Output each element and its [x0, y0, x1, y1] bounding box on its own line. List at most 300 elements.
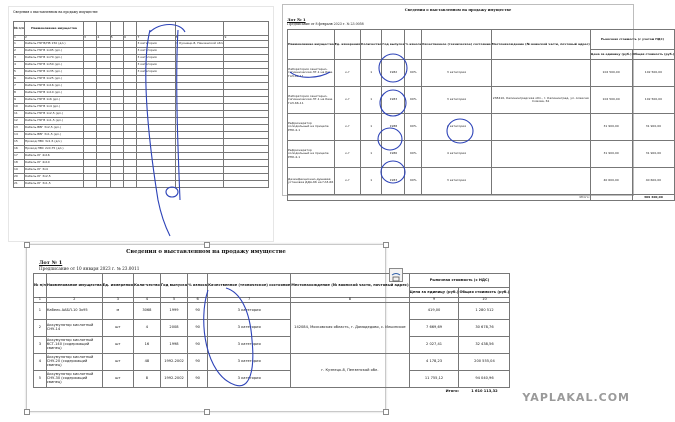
resize-handle[interactable]: [24, 242, 30, 248]
tl-cell: [124, 104, 137, 111]
tl-cell: [224, 167, 269, 174]
tl-cell: [124, 48, 137, 55]
tl-cell: [110, 181, 123, 188]
tl-row-cond: [137, 111, 175, 118]
tl-cell: [110, 83, 123, 90]
tr-row: [288, 87, 675, 114]
tl-cell: [84, 118, 97, 125]
tl-cell: [124, 118, 137, 125]
tl-row-num: 9: [14, 97, 25, 104]
bot-table: [33, 273, 510, 396]
tl-cell: [124, 139, 137, 146]
tr-price-total-header: Общая стоимость (руб.): [632, 50, 675, 60]
tl-row: [14, 48, 269, 55]
tr-cell-qty: 1: [361, 168, 382, 195]
tl-cell: [110, 55, 123, 62]
tl-row-name: Кабель ПУГВ 1х4 (дл.): [24, 104, 83, 111]
tl-row-cond: [137, 153, 175, 160]
tl-cell: [84, 153, 97, 160]
bot-cell-pt: 32 438,56: [459, 337, 510, 354]
tr-cell-loc: [491, 168, 590, 195]
tl-row-loc: [175, 62, 224, 69]
bot-colnum: 10: [459, 298, 510, 303]
bot-cell-unit: шт: [102, 354, 133, 371]
tl-cell: [84, 125, 97, 132]
tr-title: Сведения о выставленном на продажу имуществе: [404, 8, 512, 12]
tl-cell: [84, 48, 97, 55]
tr-cell-unit: к-т: [334, 87, 360, 114]
bot-num-header: № п/п: [34, 274, 47, 298]
tl-cell: [224, 104, 269, 111]
tl-row: [14, 41, 269, 48]
bot-lot: Лот № 1: [39, 260, 63, 266]
tr-cell-unit: к-т: [334, 114, 360, 141]
tl-row-loc: [175, 125, 224, 132]
bot-pu-header: Цена за единицу (руб.): [409, 288, 459, 298]
tl-cell: [84, 181, 97, 188]
tl-row-name: Кабель ПУГВ 1х25 (дл.): [24, 76, 83, 83]
tl-row: [14, 181, 269, 188]
bot-cell-name: Аккумулятор кислотный 6СТ-140 (содержащий свинец): [46, 337, 102, 354]
tr-cell-pct: 90%: [405, 168, 422, 195]
watermark: YAPLAKAL.COM: [522, 391, 630, 404]
bot-cond-header: Качественное (техническое) состояние: [208, 274, 291, 298]
bot-colnum: 7: [208, 298, 291, 303]
bot-colnum: 2: [46, 298, 102, 303]
tr-cell-cond: 3 категория: [422, 168, 492, 195]
tr-cell-loc: [491, 60, 590, 87]
tl-cell: [97, 97, 110, 104]
bottom-document[interactable]: [26, 244, 510, 412]
tr-cell-name: Дезинфекционно-душевая установка ДДА-66 на ГАЗ-66: [288, 168, 335, 195]
bot-cell-cond: 3 категория: [208, 320, 291, 337]
tr-cell-cond: 3 категория: [422, 87, 492, 114]
tl-cell: [97, 174, 110, 181]
tl-cell: [224, 83, 269, 90]
bot-cell-unit: шт: [102, 371, 133, 388]
bot-cell-name: Аккумулятор кислотный СНУ-30 (содержащий свинец): [46, 371, 102, 388]
tr-cell-unit: к-т: [334, 60, 360, 87]
bot-cell-unit: шт: [102, 337, 133, 354]
tr-cell-cond: 4 категория: [422, 114, 492, 141]
tl-row-loc: [175, 55, 224, 62]
tl-colnum: 6: [124, 36, 137, 41]
resize-handle[interactable]: [204, 242, 210, 248]
bot-total-value: 1 610 113,32: [471, 388, 498, 393]
bot-cell-qty: 4: [133, 320, 160, 337]
bot-colnum: 9: [409, 298, 459, 303]
tl-cell: [124, 160, 137, 167]
tl-row-loc: г. Кузнецк-8, Пензенской обл.: [175, 41, 224, 48]
tl-row-name: Кабель ПУГВ 1х95 (дл.): [24, 48, 83, 55]
tl-row-loc: [175, 48, 224, 55]
tl-colnum: 8: [175, 36, 224, 41]
tl-row-num: 11: [14, 111, 25, 118]
resize-handle[interactable]: [204, 409, 210, 415]
tl-cell: [110, 146, 123, 153]
tl-row-loc: [175, 69, 224, 76]
tr-cell-pct: 90%: [405, 141, 422, 168]
bot-total-label: Итого:: [445, 388, 459, 393]
tl-cell: [110, 132, 123, 139]
tl-colnum: 1: [14, 36, 25, 41]
tl-row: [14, 83, 269, 90]
bot-colnum: 8: [291, 298, 409, 303]
tl-cell: [224, 125, 269, 132]
tl-row-num: 20: [14, 174, 25, 181]
tl-row-num: 2: [14, 48, 25, 55]
tl-col-9: [224, 22, 269, 36]
tl-cell: [84, 174, 97, 181]
tl-row-num: 16: [14, 146, 25, 153]
tl-table: [13, 21, 269, 188]
tl-cell: [224, 160, 269, 167]
bot-cell-pu: 419,00: [409, 303, 459, 320]
tr-cell-pu: 31 900,00: [590, 141, 632, 168]
tl-row-loc: [175, 104, 224, 111]
tl-cell: [110, 41, 123, 48]
tl-row: [14, 125, 269, 132]
tl-cell: [110, 104, 123, 111]
tl-row-cond: [137, 90, 175, 97]
tr-cell-loc: [491, 114, 590, 141]
tl-col-6: [124, 22, 137, 36]
tr-cell-pt: 31 900,00: [632, 141, 675, 168]
tr-cell-pu: 40 600,00: [590, 168, 632, 195]
tr-cell-qty: 1: [361, 60, 382, 87]
tl-cell: [124, 90, 137, 97]
tl-cell: [224, 118, 269, 125]
tl-cell: [97, 48, 110, 55]
tl-cell: [84, 146, 97, 153]
tl-cell: [110, 97, 123, 104]
tl-row-loc: [175, 83, 224, 90]
tl-row-name: Кабель КГ 4х16: [24, 153, 83, 160]
tr-lot: Лот № 1: [287, 17, 306, 22]
tl-col-4: [97, 22, 110, 36]
resize-handle[interactable]: [383, 409, 389, 415]
tl-cell: [97, 55, 110, 62]
tl-cell: [110, 76, 123, 83]
tl-cell: [97, 167, 110, 174]
bot-cell-cond: 3 категория: [208, 354, 291, 371]
tl-row-name: Кабель КГ 3х1,5: [24, 181, 83, 188]
tl-row-name: Провод ПВС 3х1,5 (дл.): [24, 139, 83, 146]
tr-cell-qty: 1: [361, 141, 382, 168]
tl-row-name: Кабель ПУГВ 1х16 (дл.): [24, 83, 83, 90]
tl-row-name: Кабель ПУГВ/ПВ 150 (дл.): [24, 41, 83, 48]
tr-cell-pu: 31 900,00: [590, 114, 632, 141]
tl-row: [14, 167, 269, 174]
tl-row-name: Кабель ПУГВ 1х70 (дл.): [24, 55, 83, 62]
tl-cell: [224, 97, 269, 104]
tl-cell: [124, 97, 137, 104]
tl-name-header: Наименование имущества: [24, 22, 83, 36]
bot-cell-year: 1992-2002: [160, 371, 187, 388]
tl-col-8: [175, 22, 224, 36]
bot-heading: Сведения о выставленном на продажу имуществе: [126, 249, 286, 255]
tl-cell: [97, 160, 110, 167]
bot-colnum: 3: [102, 298, 133, 303]
tl-row-cond: 3 категория: [137, 55, 175, 62]
tr-cell-year: 1988: [382, 114, 405, 141]
tl-cell: [124, 83, 137, 90]
tl-row-name: Кабель ВВГ 3х1,5 (дл.): [24, 132, 83, 139]
tl-cell: [224, 48, 269, 55]
tl-cell: [110, 167, 123, 174]
tl-row-cond: [137, 76, 175, 83]
tl-row: [14, 69, 269, 76]
tl-row: [14, 174, 269, 181]
bot-cell-cond: 3 категория: [208, 303, 291, 320]
tl-cell: [124, 167, 137, 174]
tl-row-loc: [175, 111, 224, 118]
tr-cell-name: Лаборатория санитарно-гигиеническая ЛГ-1 на базе ГАЗ-66-11: [288, 87, 335, 114]
tl-row-name: Кабель ПУГВ 1х10 (дл.): [24, 90, 83, 97]
tl-row-name: Кабель КГ 3х2,5: [24, 174, 83, 181]
bot-cell-n: 2: [34, 320, 47, 337]
tr-table: [287, 29, 675, 201]
bot-cell-loc: 142084, Московская область, г. Домодедово, с. Ильинское: [291, 303, 409, 354]
bot-cell-n: 1: [34, 303, 47, 320]
tl-cell: [97, 153, 110, 160]
bot-cell-pct: 90: [188, 320, 208, 337]
tl-cell: [224, 181, 269, 188]
tl-row-num: 3: [14, 55, 25, 62]
tl-cell: [124, 153, 137, 160]
tr-cell-cond: 4 категория: [422, 141, 492, 168]
bot-cell-qty: 48: [133, 354, 160, 371]
bot-cell-pct: 90: [188, 337, 208, 354]
tl-cell: [84, 90, 97, 97]
tl-cell: [124, 181, 137, 188]
tr-cell-pct: 90%: [405, 60, 422, 87]
bot-cell-pt: 30 678,76: [459, 320, 510, 337]
tl-colnum: 4: [97, 36, 110, 41]
tr-cell-pct: 90%: [405, 114, 422, 141]
tl-cell: [97, 132, 110, 139]
tl-colnum: 7: [137, 36, 175, 41]
tl-row-cond: 3 категория: [137, 62, 175, 69]
tl-row-cond: [137, 146, 175, 153]
tr-cell-unit: к-т: [334, 168, 360, 195]
tr-loc-header: Местонахождение (№ воинской части, почтовый адрес): [491, 30, 590, 60]
tl-cell: [84, 167, 97, 174]
tl-row-num: 18: [14, 160, 25, 167]
bot-cell-pct: 90: [188, 354, 208, 371]
tl-row-name: Кабель КГ 4х10: [24, 160, 83, 167]
tl-row-name: Кабель ПУГВ 1х2,5 (дл.): [24, 111, 83, 118]
tl-cell: [84, 111, 97, 118]
tl-row-num: 13: [14, 125, 25, 132]
tl-row-loc: [175, 181, 224, 188]
bot-subtitle: Предписание от 10 января 2023 г. № 23.0011: [39, 266, 140, 271]
tl-num-header: № п/п: [14, 22, 25, 36]
tl-row-name: Кабель ПУГВ 1х1,5 (дл.): [24, 118, 83, 125]
tl-cell: [124, 132, 137, 139]
tl-cell: [84, 41, 97, 48]
tl-cell: [84, 104, 97, 111]
tr-cell-name: Рефрижератор холодильный на прицепе РПК-4-1: [288, 141, 335, 168]
bot-cell-unit: м: [102, 303, 133, 320]
tl-row: [14, 97, 269, 104]
tl-cell: [110, 160, 123, 167]
tl-cell: [84, 76, 97, 83]
bot-name-header: Наименование имущества: [46, 274, 102, 298]
bot-cell-loc: г. Кузнецк-8, Пензенской обл.: [291, 354, 409, 388]
bot-qty-header: Коли-чество: [133, 274, 160, 298]
tl-row-name: Кабель КГ 3х4: [24, 167, 83, 174]
tl-row-cond: [137, 97, 175, 104]
tl-cell: [97, 41, 110, 48]
tl-row: [14, 55, 269, 62]
bot-price-header: Рыночная стоимость (с НДС): [409, 274, 510, 288]
tr-cell-loc: 238410, Калининградская обл., г. Калининград, ул. Алексея Сомова, 61: [491, 87, 590, 114]
tr-cell-name: Рефрижератор холодильный на прицепе РПК-4-1: [288, 114, 335, 141]
tl-row-loc: [175, 153, 224, 160]
tl-cell: [124, 174, 137, 181]
tr-cell-pu: 102 500,00: [590, 87, 632, 114]
tr-cell-pt: 102 500,00: [632, 60, 675, 87]
tl-row: [14, 160, 269, 167]
tr-row: [288, 168, 675, 195]
top-right-document: [282, 4, 675, 199]
tl-row-loc: [175, 160, 224, 167]
tl-cell: [124, 146, 137, 153]
tl-row-cond: 3 категория: [137, 41, 175, 48]
tl-row-loc: [175, 97, 224, 104]
tl-row-cond: [137, 104, 175, 111]
tl-cell: [97, 76, 110, 83]
tl-colnum: 5: [110, 36, 123, 41]
tl-cell: [110, 125, 123, 132]
tl-col-3: [84, 22, 97, 36]
tl-row-cond: [137, 83, 175, 90]
tr-cell-pt: 102 500,00: [632, 87, 675, 114]
bot-colnum: 6: [188, 298, 208, 303]
bot-row: [34, 354, 510, 371]
tl-row: [14, 62, 269, 69]
tr-cell-unit: к-т: [334, 141, 360, 168]
tl-cell: [224, 41, 269, 48]
tl-row-num: 7: [14, 83, 25, 90]
bot-pt-header: Общая стоимость (руб.): [459, 288, 510, 298]
tr-cell-pt: 31 900,00: [632, 114, 675, 141]
tr-cell-year: 1983: [382, 87, 405, 114]
tl-cell: [124, 41, 137, 48]
bot-loc-header: Местонахождение (№ воинской части, почтовый адрес): [291, 274, 409, 298]
bot-cell-name: Аккумулятор кислотный СНУ-20 (содержащий свинец): [46, 354, 102, 371]
bot-cell-pu: 11 755,12: [409, 371, 459, 388]
bot-cell-pt: 94 040,96: [459, 371, 510, 388]
tl-cell: [97, 111, 110, 118]
tl-cell: [124, 55, 137, 62]
tl-colnum: 9: [224, 36, 269, 41]
resize-handle[interactable]: [24, 409, 30, 415]
tl-row: [14, 139, 269, 146]
tl-row-num: 1: [14, 41, 25, 48]
tl-cell: [110, 111, 123, 118]
tl-row-loc: [175, 146, 224, 153]
tl-cell: [224, 132, 269, 139]
tl-row-num: 5: [14, 69, 25, 76]
resize-handle[interactable]: [383, 242, 389, 248]
tl-cell: [124, 62, 137, 69]
tl-cell: [224, 111, 269, 118]
tr-cell-qty: 1: [361, 114, 382, 141]
tr-cell-pct: 90%: [405, 87, 422, 114]
tl-cell: [97, 83, 110, 90]
tl-cell: [224, 62, 269, 69]
tr-unit-header: Ед. измерения: [334, 30, 360, 60]
bot-row: [34, 320, 510, 337]
tl-cell: [110, 118, 123, 125]
tl-cell: [224, 55, 269, 62]
top-left-document: [8, 6, 274, 242]
tl-row-loc: [175, 118, 224, 125]
tl-cell: [110, 48, 123, 55]
tl-col-5: [110, 22, 123, 36]
tl-col-7: [137, 22, 175, 36]
tl-cell: [110, 139, 123, 146]
tl-cell: [84, 97, 97, 104]
bot-cell-pt: 200 555,04: [459, 354, 510, 371]
bot-cell-name: Кабель ААБЛ-10 3х95: [46, 303, 102, 320]
tl-row-num: 12: [14, 118, 25, 125]
bot-row: [34, 337, 510, 354]
tl-row: [14, 132, 269, 139]
tr-row: [288, 60, 675, 87]
tl-cell: [84, 62, 97, 69]
tr-name-header: Наименование имущества: [288, 30, 335, 60]
tl-row: [14, 118, 269, 125]
tl-cell: [84, 69, 97, 76]
tr-row: [288, 114, 675, 141]
tl-row-num: 15: [14, 139, 25, 146]
tr-cell-year: 1986: [382, 141, 405, 168]
bot-colnum: 4: [133, 298, 160, 303]
bot-row: [34, 371, 510, 388]
bot-colnum: 5: [160, 298, 187, 303]
tl-row-loc: [175, 132, 224, 139]
tr-cell-name: Лаборатория санитарно-гигиеническая ЛГ-1 на базе ГАЗ-66-11: [288, 60, 335, 87]
tl-cell: [97, 69, 110, 76]
tl-row-loc: [175, 139, 224, 146]
tr-cell-loc: [491, 141, 590, 168]
tl-cell: [84, 160, 97, 167]
tl-row-num: 4: [14, 62, 25, 69]
bot-cell-pu: 7 669,69: [409, 320, 459, 337]
bot-year-header: Год выпуска: [160, 274, 187, 298]
tl-cell: [97, 146, 110, 153]
tl-row: [14, 153, 269, 160]
tl-cell: [124, 125, 137, 132]
tl-row-name: Кабель ПУГВ 1х6 (дл.): [24, 97, 83, 104]
layout-options-icon[interactable]: [389, 268, 403, 282]
tl-row-cond: [137, 160, 175, 167]
bot-cell-year: 1998: [160, 337, 187, 354]
tr-cond-header: Качественное (техническое) состояние: [422, 30, 492, 60]
tl-row-cond: [137, 118, 175, 125]
tr-cell-year: 1982: [382, 60, 405, 87]
tl-row: [14, 111, 269, 118]
tl-row-cond: [137, 167, 175, 174]
tl-row: [14, 76, 269, 83]
tl-row: [14, 90, 269, 97]
tl-cell: [224, 69, 269, 76]
tl-row: [14, 146, 269, 153]
bot-cell-pct: 90: [188, 371, 208, 388]
